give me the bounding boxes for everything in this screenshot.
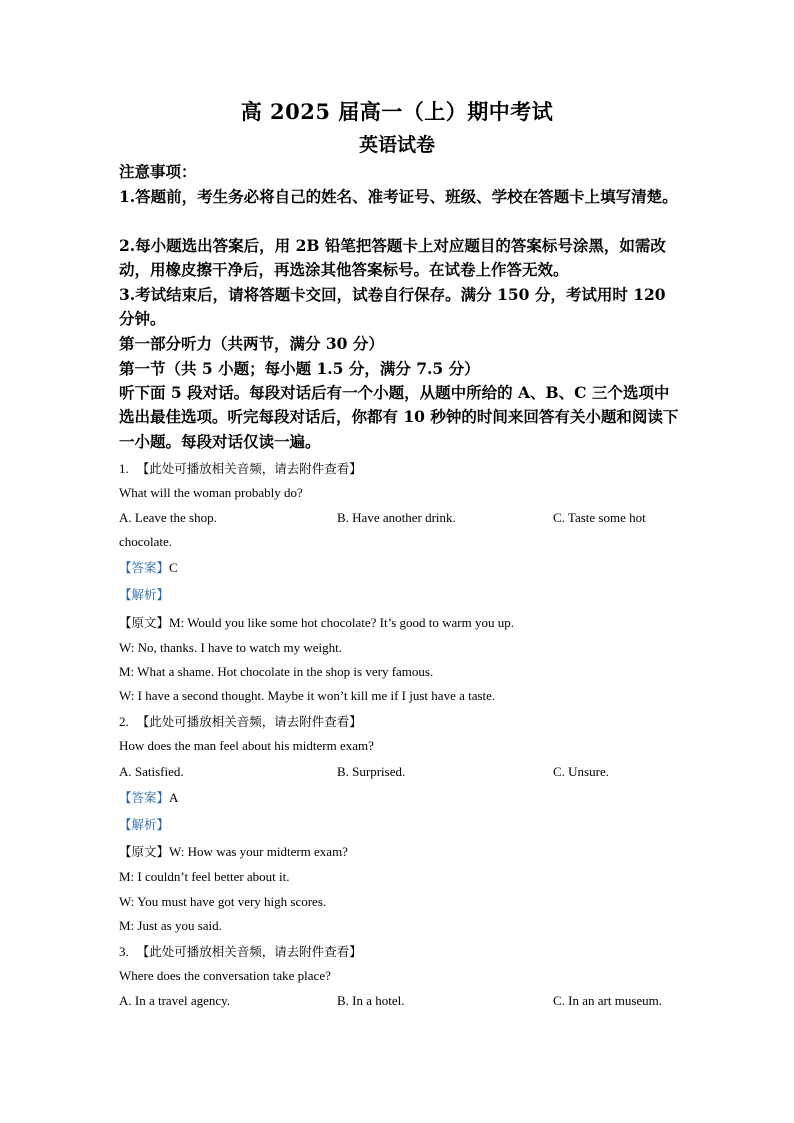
q3-option-a[interactable]: A. In a travel agency. [119,993,231,1008]
q1-option-b[interactable]: B. Have another drink. [337,510,456,525]
exam-title: 高 2025 届高一（上）期中考试 [240,99,554,124]
audio-placeholder[interactable]: 【此处可播放相关音频，请去附件查看】 [136,714,362,729]
original-label: 【原文】 [119,844,170,859]
question-number: 1. [119,461,129,476]
notice-item-1: 1.答题前，考生务必将自己的姓名、准考证号、班级、学校在答题卡上填写清楚。 [119,187,678,206]
q1-option-c[interactable]: C. Taste some hot [553,510,646,525]
answer-label: 【答案】 [119,790,170,805]
answer-value: C [169,560,178,575]
notice-heading: 注意事项： [119,162,197,181]
q2-transcript-line-2: M: I couldn’t feel better about it. [119,869,290,884]
q2-option-a[interactable]: A. Satisfied. [119,764,184,779]
q1-analysis-label: 【解析】 [119,587,170,602]
question-2-header [119,712,362,730]
q2-answer [119,788,178,807]
notice-item-2: 2.每小题选出答案后，用 2B 铅笔把答题卡上对应题目的答案标号涂黑，如需改动，用橡皮擦干净后，再选涂其他答案标号。在试卷上作答无效。 [119,236,666,280]
notice-item-3: 3.考试结束后，请将答题卡交回，试卷自行保存。满分 150 分，考试用时 120 分钟。 [119,285,666,329]
q1-transcript-line-1: 【原文】M: Would you like some hot chocolate? It’s good to warm you up. [119,615,514,630]
listening-instructions: 听下面 5 段对话。每段对话后有一个小题，从题中所给的 A、B、C 三个选项中选出最佳选项。听完每段对话后，你都有 10 秒钟的时间来回答有关小题和阅读下一小题。每段对话仅读一遍。 [119,383,679,451]
question-1-text: What will the woman probably do? [119,485,303,500]
q1-transcript-line-3: M: What a shame. Hot chocolate in the shop is very famous. [119,664,434,679]
audio-placeholder[interactable]: 【此处可播放相关音频，请去附件查看】 [136,461,362,476]
section-one-heading: 第一节（共 5 小题；每小题 1.5 分，满分 7.5 分） [119,359,480,378]
q1-option-a[interactable]: A. Leave the shop. [119,510,217,525]
q2-option-b[interactable]: B. Surprised. [337,764,406,779]
question-1-header [119,459,362,477]
question-3-text: Where does the conversation take place? [119,968,331,983]
q2-transcript-line-3: W: You must have got very high scores. [119,894,327,909]
q2-transcript-line-1: 【原文】W: How was your midterm exam? [119,844,348,859]
original-label: 【原文】 [119,615,170,630]
q1-answer [119,558,178,577]
q3-option-c[interactable]: C. In an art museum. [553,993,663,1008]
exam-subtitle: 英语试卷 [358,134,435,156]
answer-label: 【答案】 [119,560,170,575]
q2-option-c[interactable]: C. Unsure. [553,764,609,779]
q1-transcript-line-4: W: I have a second thought. Maybe it won’t kill me if I just have a taste. [119,688,496,703]
question-3-header [119,942,362,960]
q2-transcript-line-4: M: Just as you said. [119,918,222,933]
question-number: 3. [119,944,129,959]
part-one-heading: 第一部分听力（共两节，满分 30 分） [119,334,384,353]
question-number: 2. [119,714,129,729]
answer-value: A [169,790,179,805]
audio-placeholder[interactable]: 【此处可播放相关音频，请去附件查看】 [136,944,362,959]
question-2-text: How does the man feel about his midterm exam? [119,738,374,753]
q1-option-c-continued: chocolate. [119,534,173,549]
q1-transcript-line-2: W: No, thanks. I have to watch my weight. [119,640,342,655]
q2-analysis-label: 【解析】 [119,817,170,832]
q3-option-b[interactable]: B. In a hotel. [337,993,405,1008]
